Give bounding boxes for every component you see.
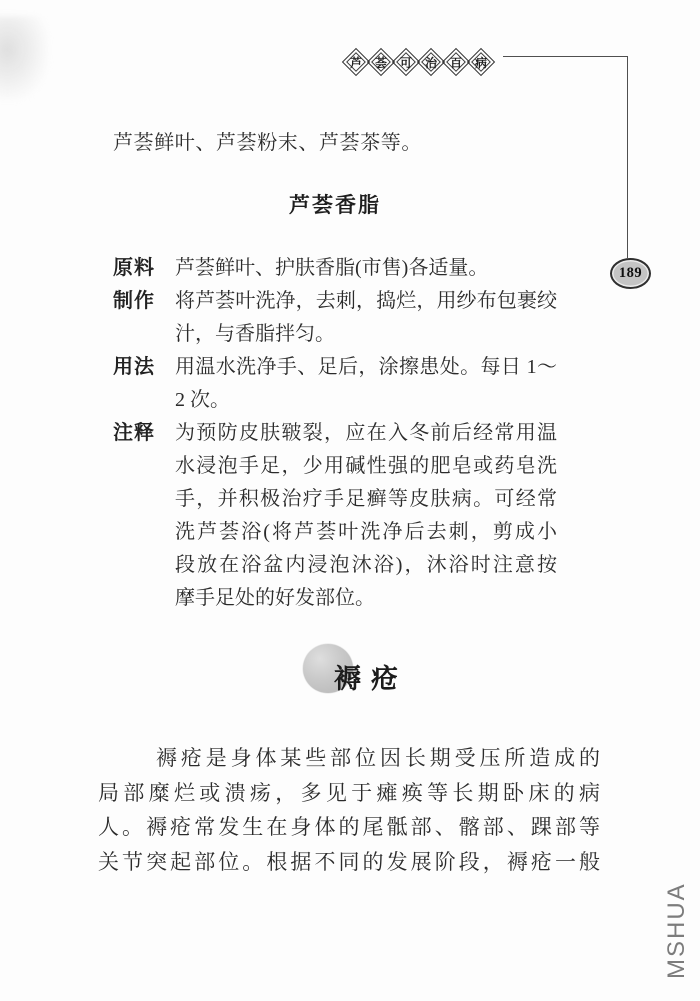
ornament-diamond xyxy=(342,48,370,76)
recipe-text-line: 将芦荟叶洗净，去刺，捣烂，用纱布包裹绞 xyxy=(175,290,557,312)
recipe-row-content xyxy=(175,351,557,417)
recipe-text-line: 2 次。 xyxy=(175,389,230,411)
ornament-character: 可 xyxy=(399,55,412,70)
page-number: 189 xyxy=(618,265,643,281)
recipe-text-line: 洗芦荟浴(将芦荟叶洗净后去刺，剪成小 xyxy=(175,521,557,543)
paragraph-line: 人。褥疮常发生在身体的尾骶部、髂部、踝部等 xyxy=(98,815,600,840)
paragraph-line: 关节突起部位。根据不同的发展阶段，褥疮一般 xyxy=(98,849,600,874)
recipe-row-label: 制作 xyxy=(113,290,155,312)
recipe-row xyxy=(113,417,557,615)
recipe-text-line: 手，并积极治疗手足癣等皮肤病。可经常 xyxy=(175,488,557,510)
section-paragraph xyxy=(98,741,600,879)
ornament-diamond xyxy=(467,48,495,76)
recipe-row-content xyxy=(175,252,557,285)
recipe-row-content xyxy=(175,285,557,351)
recipe-row xyxy=(113,252,557,285)
recipe-row xyxy=(113,351,557,417)
ornament-diamond xyxy=(392,48,420,76)
page-number-badge xyxy=(610,258,651,289)
paragraph-line: 局部糜烂或溃疡，多见于瘫痪等长期卧床的病 xyxy=(98,780,600,805)
ornament-character: 百 xyxy=(449,55,462,70)
recipe-title: 芦荟香脂 xyxy=(289,193,381,217)
recipe-text-line: 芦荟鲜叶、护肤香脂(市售)各适量。 xyxy=(175,257,489,279)
section-title: 褥疮 xyxy=(334,664,408,694)
recipe-text-line: 段放在浴盆内浸泡沐浴)，沐浴时注意按 xyxy=(175,554,557,576)
intro-line: 芦荟鲜叶、芦荟粉末、芦荟茶等。 xyxy=(113,132,422,154)
recipe-text-line: 摩手足处的好发部位。 xyxy=(175,587,375,609)
ornament-character: 治 xyxy=(424,55,437,70)
watermark-text: MSHUA xyxy=(663,882,690,979)
scan-smudge xyxy=(0,16,48,100)
recipe-text-line: 汁，与香脂拌匀。 xyxy=(175,323,335,345)
ornament-diamond xyxy=(442,48,470,76)
ornament-diamond xyxy=(417,48,445,76)
recipe-text-line: 为预防皮肤皲裂，应在入冬前后经常用温 xyxy=(175,422,557,444)
header-ornament xyxy=(342,48,495,76)
recipe-row-label: 用法 xyxy=(113,356,155,378)
ornament-diamond xyxy=(367,48,395,76)
connector-vertical-line xyxy=(627,56,628,258)
ornament-character: 荟 xyxy=(374,55,387,70)
ornament-character: 病 xyxy=(474,55,487,70)
recipe-text-line: 水浸泡手足，少用碱性强的肥皂或药皂洗 xyxy=(175,455,557,477)
paragraph-line: 褥疮是身体某些部位因长期受压所造成的 xyxy=(156,746,600,770)
ornament-character: 芦 xyxy=(349,55,362,70)
recipe-row xyxy=(113,285,557,351)
recipe-rows xyxy=(113,252,557,615)
recipe-row-label: 原料 xyxy=(113,257,155,279)
recipe-row-label: 注释 xyxy=(113,422,155,444)
connector-horizontal-line xyxy=(503,56,628,57)
recipe-row-content xyxy=(175,417,557,615)
recipe-text-line: 用温水洗净手、足后，涂擦患处。每日 1～ xyxy=(175,356,557,378)
